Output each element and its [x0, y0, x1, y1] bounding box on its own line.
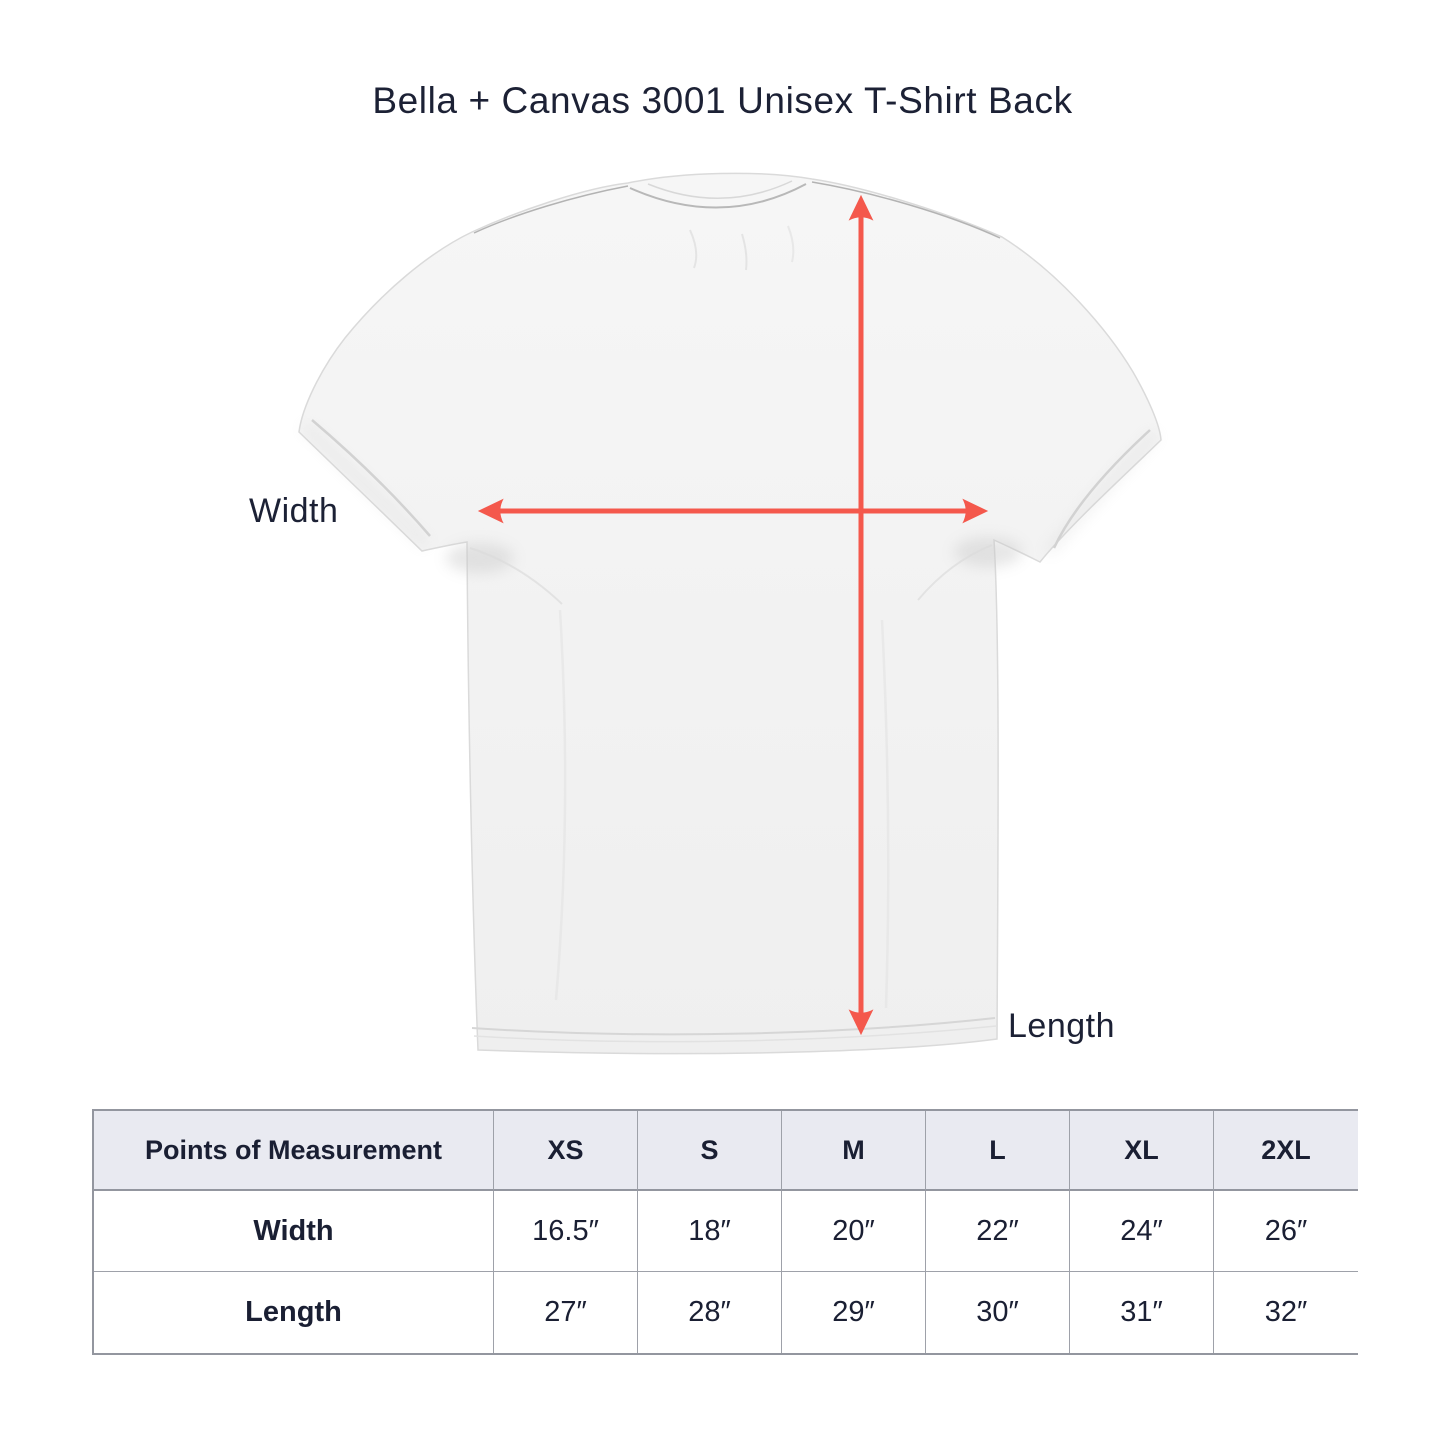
length-l-value: 30″: [926, 1272, 1070, 1353]
row-label-length: Length: [94, 1272, 494, 1353]
tshirt-back-shape: [299, 173, 1161, 1053]
size-table: [92, 1109, 1358, 1355]
width-l-value: 22″: [926, 1191, 1070, 1272]
width-m-value: 20″: [782, 1191, 926, 1272]
col-header-l: L: [926, 1111, 1070, 1191]
col-header-points-of-measurement: Points of Measurement: [94, 1111, 494, 1191]
length-xs-value: 27″: [494, 1272, 638, 1353]
col-header-2xl: 2XL: [1214, 1111, 1358, 1191]
length-xl-value: 31″: [1070, 1272, 1214, 1353]
col-header-s: S: [638, 1111, 782, 1191]
length-label: Length: [1008, 1007, 1115, 1045]
width-2xl-value: 26″: [1214, 1191, 1358, 1272]
length-2xl-value: 32″: [1214, 1272, 1358, 1353]
col-header-xl: XL: [1070, 1111, 1214, 1191]
width-s-value: 18″: [638, 1191, 782, 1272]
col-header-xs: XS: [494, 1111, 638, 1191]
tshirt-back-image: [299, 173, 1161, 1053]
page-title: Bella + Canvas 3001 Unisex T-Shirt Back: [372, 80, 1073, 121]
row-label-width: Width: [94, 1191, 494, 1272]
width-xs-value: 16.5″: [494, 1191, 638, 1272]
width-label: Width: [249, 492, 339, 530]
width-xl-value: 24″: [1070, 1191, 1214, 1272]
col-header-m: M: [782, 1111, 926, 1191]
length-s-value: 28″: [638, 1272, 782, 1353]
length-m-value: 29″: [782, 1272, 926, 1353]
